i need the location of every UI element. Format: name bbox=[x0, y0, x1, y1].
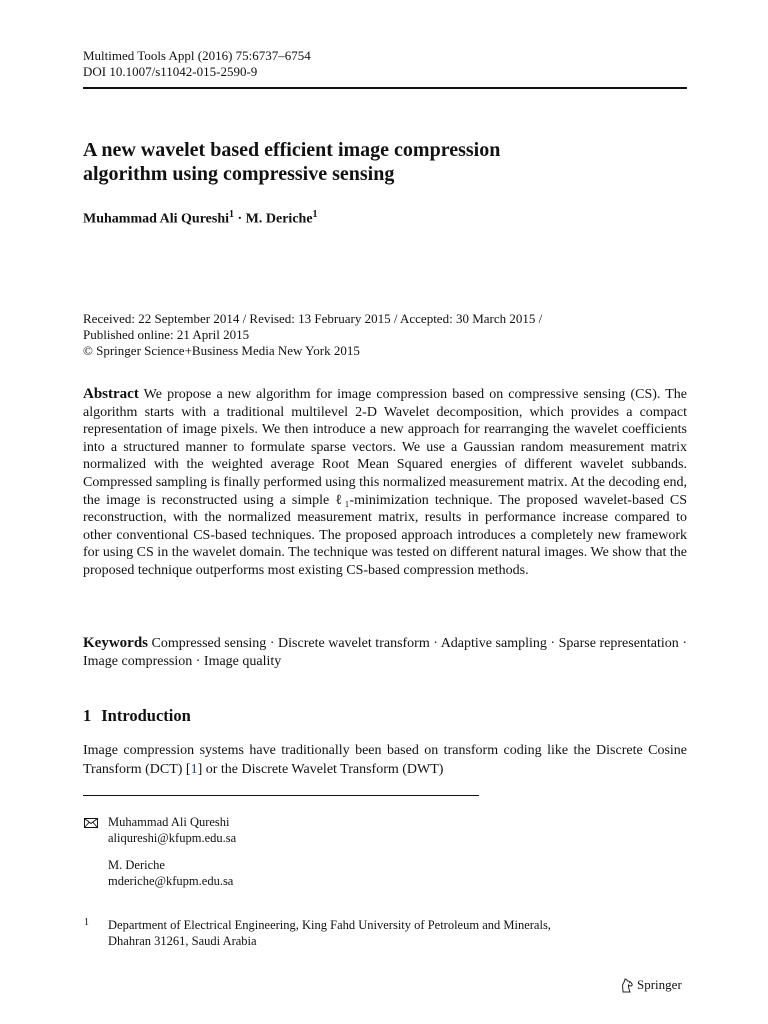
affiliation-number: 1 bbox=[84, 917, 89, 928]
envelope-icon bbox=[84, 818, 98, 828]
corresponding-author-1 bbox=[108, 815, 236, 846]
section-number: 1 bbox=[83, 706, 92, 725]
author-1-affiliation[interactable]: 1 bbox=[229, 209, 234, 220]
section-title: Introduction bbox=[101, 706, 191, 725]
abstract-heading: Abstract bbox=[83, 386, 139, 402]
intro-text-after: ] or the Discrete Wavelet Transform (DWT) bbox=[197, 762, 444, 777]
author-2[interactable]: M. Deriche bbox=[245, 211, 313, 227]
author-list bbox=[83, 206, 318, 229]
keywords-heading: Keywords bbox=[83, 635, 148, 651]
citation-link[interactable]: 1 bbox=[190, 762, 198, 777]
footnote-rule bbox=[83, 795, 479, 796]
keywords-text: Compressed sensing · Discrete wavelet transform · Adaptive sampling · Sparse representation · Image compression · Image quality bbox=[83, 636, 687, 669]
springer-horse-icon bbox=[620, 977, 634, 993]
publisher-logo bbox=[620, 976, 682, 994]
footnote-author-2-name: M. Deriche bbox=[108, 858, 165, 872]
publication-dates bbox=[83, 311, 687, 359]
publisher-name: Springer bbox=[637, 977, 682, 992]
author-separator: · bbox=[234, 211, 246, 227]
section-heading bbox=[83, 706, 191, 726]
affiliation-line-1: Department of Electrical Engineering, King Fahd University of Petroleum and Minerals, bbox=[108, 918, 551, 932]
affiliation-line-2: Dhahran 31261, Saudi Arabia bbox=[108, 933, 257, 948]
header-rule bbox=[83, 87, 687, 89]
paper-title bbox=[83, 138, 687, 186]
journal-header bbox=[83, 48, 311, 80]
title-line-2: algorithm using compressive sensing bbox=[83, 163, 395, 185]
author-1[interactable]: Muhammad Ali Qureshi bbox=[83, 211, 229, 227]
intro-text-before: Image compression systems have traditionally been based on transform coding like the Discrete Cosine Transform (DCT) [ bbox=[83, 743, 687, 777]
keywords bbox=[83, 635, 687, 670]
footnote-author-1-email[interactable]: aliqureshi@kfupm.edu.sa bbox=[108, 830, 237, 845]
doi-link[interactable]: DOI 10.1007/s11042-015-2590-9 bbox=[83, 64, 258, 79]
footnote-author-1-name: Muhammad Ali Qureshi bbox=[108, 815, 230, 829]
abstract bbox=[83, 386, 687, 580]
journal-citation: Multimed Tools Appl (2016) 75:6737–6754 bbox=[83, 48, 311, 63]
received-revised-accepted: Received: 22 September 2014 / Revised: 13 February 2015 / Accepted: 30 March 2015 / bbox=[83, 311, 543, 326]
published-online: Published online: 21 April 2015 bbox=[83, 327, 250, 342]
footnote-author-2-email[interactable]: mderiche@kfupm.edu.sa bbox=[108, 873, 234, 888]
affiliation bbox=[108, 918, 551, 949]
corresponding-author-2 bbox=[108, 858, 233, 889]
author-2-affiliation[interactable]: 1 bbox=[312, 209, 318, 220]
intro-paragraph bbox=[83, 741, 687, 779]
title-line-1: A new wavelet based efficient image compression bbox=[83, 139, 501, 161]
copyright: © Springer Science+Business Media New York 2015 bbox=[83, 343, 360, 358]
abstract-text: We propose a new algorithm for image compression based on compressive sensing (CS). The algorithm starts with a traditional multilevel 2-D Wavelet decomposition, which provides a compact representation of image pixels. We then introduce a new approach for rearranging the wavelet coefficients into a structured manner to formulate sparse vectors. We use a Gaussian random measurement matrix normalized with the weighted average Root Mean Squared energies of different wavelet subbands. Compressed sampling is finally performed using this normalized measurement matrix. At the decoding end, the image is reconstructed using a simple ℓ₁-minimization technique. The proposed wavelet-based CS reconstruction, with the normalized measurement matrix, results in performance increase compared to other conventional CS-based techniques. The proposed approach introduces a completely new framework for using CS in the wavelet domain. The technique was tested on different natural images. We show that the proposed technique outperforms most existing CS-based compression methods. bbox=[83, 387, 688, 578]
